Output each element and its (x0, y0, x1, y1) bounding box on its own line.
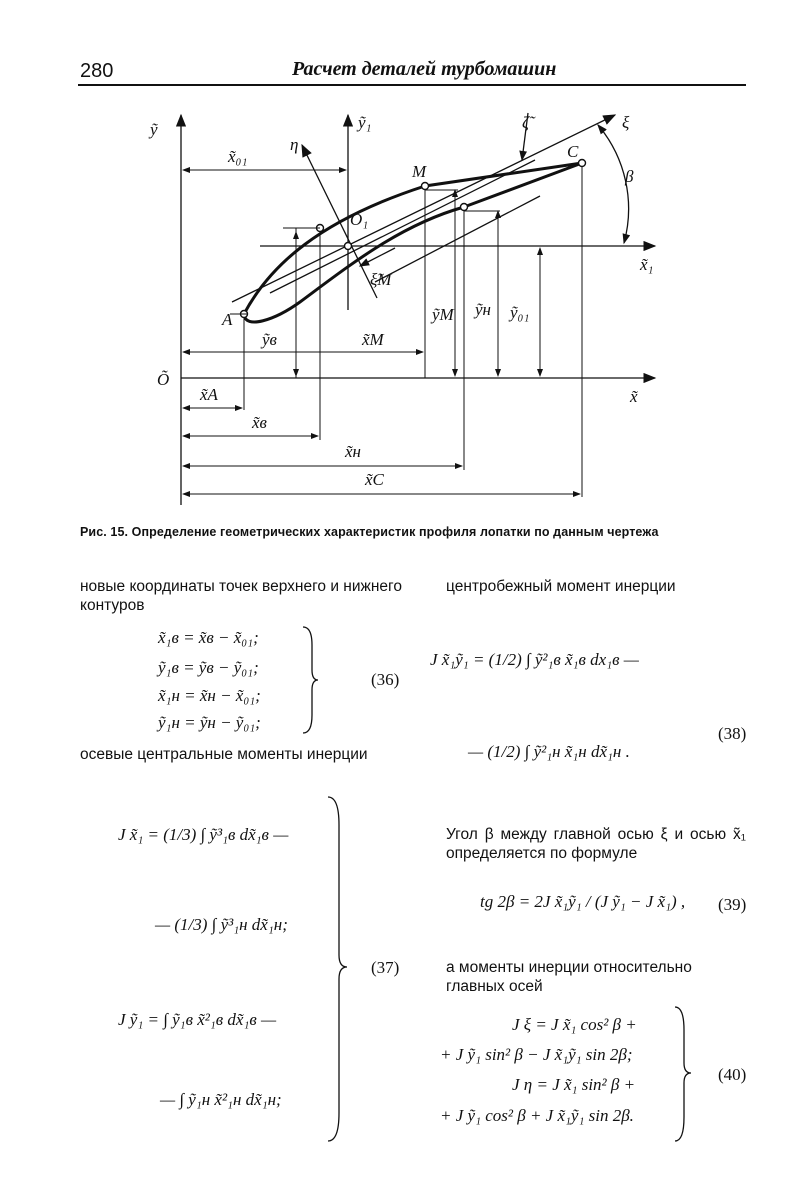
left-intro-1: новые координаты точек верхнего и нижнего контуров (80, 578, 402, 614)
running-title: Расчет деталей турбомашин (292, 58, 557, 80)
eq36-number: (36) (371, 670, 400, 689)
eq37-line-2: — (1/3) ∫ ỹ³₁н dx̃₁н; (155, 915, 288, 934)
eq40-line-2: + J ỹ₁ sin² β − J x̃₁ỹ₁ sin 2β; (440, 1045, 633, 1064)
eq38-line-2: — (1/2) ∫ ỹ²₁н x̃₁н dx̃₁н . (468, 742, 630, 761)
left-intro-2: осевые центральные моменты инерции (80, 746, 368, 763)
label-y: ỹ (150, 120, 158, 139)
eq37-line-3: J ỹ₁ = ∫ ỹ₁в x̃²₁в dx̃₁в — (118, 1010, 277, 1029)
eq40-number: (40) (718, 1065, 747, 1084)
eq37-brace (325, 795, 350, 1145)
eq36-line-3: x̃₁н = x̃н − x̃₀₁; (158, 686, 261, 705)
label-yv: ỹв (262, 330, 277, 349)
label-xiM: ξ̃M (370, 270, 392, 289)
label-xC: x̃C (365, 470, 384, 489)
blade-profile (244, 163, 582, 322)
label-xH: x̃н (345, 442, 361, 461)
label-y1: ỹ₁ (358, 113, 372, 132)
right-intro-1: центробежный момент инерции (446, 578, 676, 595)
right-intro-2: Угол β между главной осью ξ и осью x̃₁ определяется по формуле (446, 826, 746, 862)
eq37-line-4: — ∫ ỹ₁н x̃²₁н dx̃₁н; (160, 1090, 282, 1109)
eq36-line-1: x̃₁в = x̃в − x̃₀₁; (158, 628, 259, 647)
label-C: C (567, 142, 579, 161)
eq39: tg 2β = 2J x̃₁ỹ₁ / (J ỹ₁ − J x̃₁) , (480, 892, 686, 911)
blade-profile-figure (0, 0, 797, 520)
eq40-line-4: + J ỹ₁ cos² β + J x̃₁ỹ₁ sin 2β. (440, 1106, 634, 1125)
label-A: A (222, 310, 233, 329)
label-beta: β (625, 167, 634, 186)
label-zeta: ζ̃ (522, 113, 529, 132)
eq37-number: (37) (371, 958, 400, 977)
label-xM: x̃M (362, 330, 384, 349)
label-origin: Õ (157, 370, 170, 389)
label-xv: x̃в (252, 413, 267, 432)
eq40-brace (672, 1005, 694, 1145)
label-O1: O₁ (350, 210, 369, 229)
label-x1: x̃₁ (640, 255, 654, 274)
eq40-line-3: J η = J x̃₁ sin² β + (512, 1075, 636, 1094)
label-x: x̃ (630, 387, 638, 406)
label-xi: ξ (622, 113, 630, 132)
label-y01: ỹ₀₁ (510, 303, 530, 322)
label-x01: x̃₀₁ (228, 147, 248, 166)
eq40-line-1: J ξ = J x̃₁ cos² β + (512, 1015, 637, 1034)
eq38-line-1: J x̃₁ỹ₁ = (1/2) ∫ ỹ²₁в x̃₁в dx₁в — (430, 650, 639, 669)
label-M: M (412, 162, 427, 181)
eq39-number: (39) (718, 895, 747, 914)
figure-caption: Рис. 15. Определение геометрических характеристик профиля лопатки по данным чертежа (80, 525, 659, 539)
eq37-line-1: J x̃₁ = (1/3) ∫ ỹ³₁в dx̃₁в — (118, 825, 289, 844)
eq38-number: (38) (718, 724, 747, 743)
eq36-line-4: ỹ₁н = ỹн − ỹ₀₁; (158, 713, 261, 732)
page-number: 280 (80, 60, 114, 82)
label-eta: η (290, 135, 299, 154)
right-intro-3: а моменты инерции относительно главных осей (446, 959, 692, 995)
eq36-brace (300, 625, 320, 735)
label-yH: ỹн (475, 300, 491, 319)
label-yM: ỹM (432, 305, 454, 324)
label-xA: x̃A (200, 385, 218, 404)
eq36-line-2: ỹ₁в = ỹв − ỹ₀₁; (158, 658, 259, 677)
